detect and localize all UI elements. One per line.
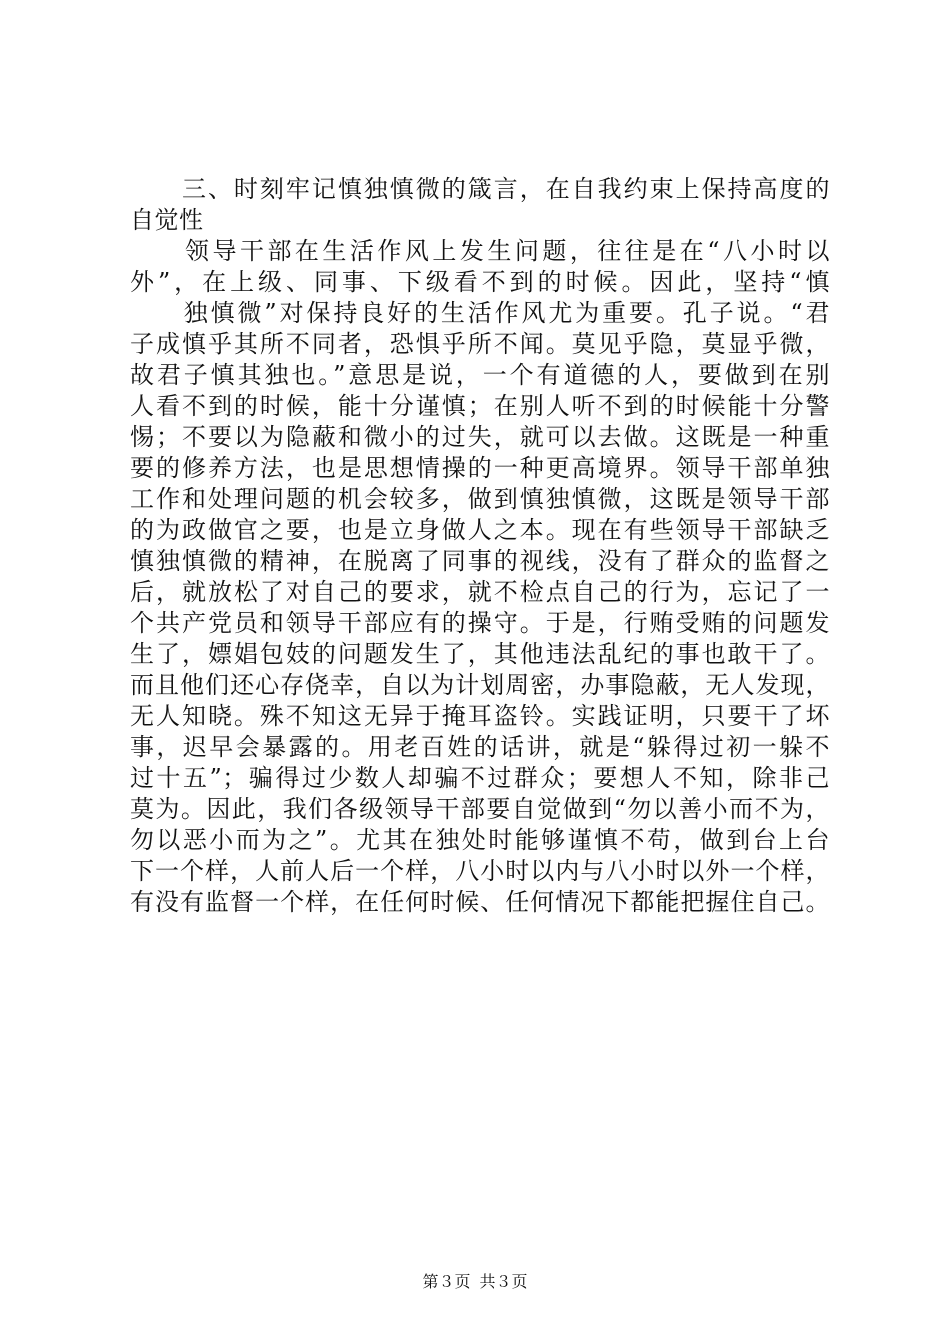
section-heading: 三、时刻牢记慎独慎微的箴言，在自我约束上保持高度的 <box>130 175 830 203</box>
section-heading-continued: 自觉性 <box>130 206 204 234</box>
paragraph-line: 工作和处理问题的机会较多，做到慎独慎微，这既是领导干部 <box>130 485 830 513</box>
paragraph-line: 个共产党员和领导干部应有的操守。于是，行贿受贿的问题发 <box>130 609 830 637</box>
page-footer <box>0 1272 950 1292</box>
paragraph-line: 生了，嫖娼包妓的问题发生了，其他违法乱纪的事也敢干了。 <box>130 640 830 668</box>
paragraph-line: 有没有监督一个样，在任何时候、任何情况下都能把握住自己。 <box>130 888 830 916</box>
paragraph-line: 无人知晓。殊不知这无异于掩耳盗铃。实践证明，只要干了坏 <box>130 702 830 730</box>
paragraph-line: 后，就放松了对自己的要求，就不检点自己的行为，忘记了一 <box>130 578 830 606</box>
body-text <box>130 174 830 918</box>
paragraph-line: 事，迟早会暴露的。用老百姓的话讲，就是“躲得过初一躲不 <box>130 733 830 761</box>
paragraph-line: 人看不到的时候，能十分谨慎；在别人听不到的时候能十分警 <box>130 392 830 420</box>
paragraph-line: 而且他们还心存侥幸，自以为计划周密，办事隐蔽，无人发现， <box>130 671 830 699</box>
paragraph-line: 的为政做官之要，也是立身做人之本。现在有些领导干部缺乏 <box>130 516 830 544</box>
paragraph-line: 子成慎乎其所不同者，恐惧乎所不闻。莫见乎隐，莫显乎微， <box>130 330 830 358</box>
paragraph-line: 惕；不要以为隐蔽和微小的过失，就可以去做。这既是一种重 <box>130 423 830 451</box>
page-number: 第３页 <box>422 1272 471 1291</box>
paragraph-line: 领导干部在生活作风上发生问题，往往是在“八小时以 <box>130 237 830 265</box>
paragraph-line: 故君子慎其独也。”意思是说，一个有道德的人，要做到在别 <box>130 361 830 389</box>
page-total: 共３页 <box>479 1272 528 1291</box>
paragraph-line: 独慎微”对保持良好的生活作风尤为重要。孔子说。“君 <box>130 299 830 327</box>
paragraph-line: 莫为。因此，我们各级领导干部要自觉做到“勿以善小而不为， <box>130 795 830 823</box>
paragraph-line: 外”，在上级、同事、下级看不到的时候。因此，坚持“慎 <box>130 268 830 296</box>
paragraph-line: 勿以恶小而为之”。尤其在独处时能够谨慎不苟，做到台上台 <box>130 826 830 854</box>
paragraph-line: 下一个样，人前人后一个样，八小时以内与八小时以外一个样， <box>130 857 830 885</box>
paragraph-line: 要的修养方法，也是思想情操的一种更高境界。领导干部单独 <box>130 454 830 482</box>
paragraph-line: 过十五”；骗得过少数人却骗不过群众；要想人不知，除非己 <box>130 764 830 792</box>
paragraph-line: 慎独慎微的精神，在脱离了同事的视线，没有了群众的监督之 <box>130 547 830 575</box>
